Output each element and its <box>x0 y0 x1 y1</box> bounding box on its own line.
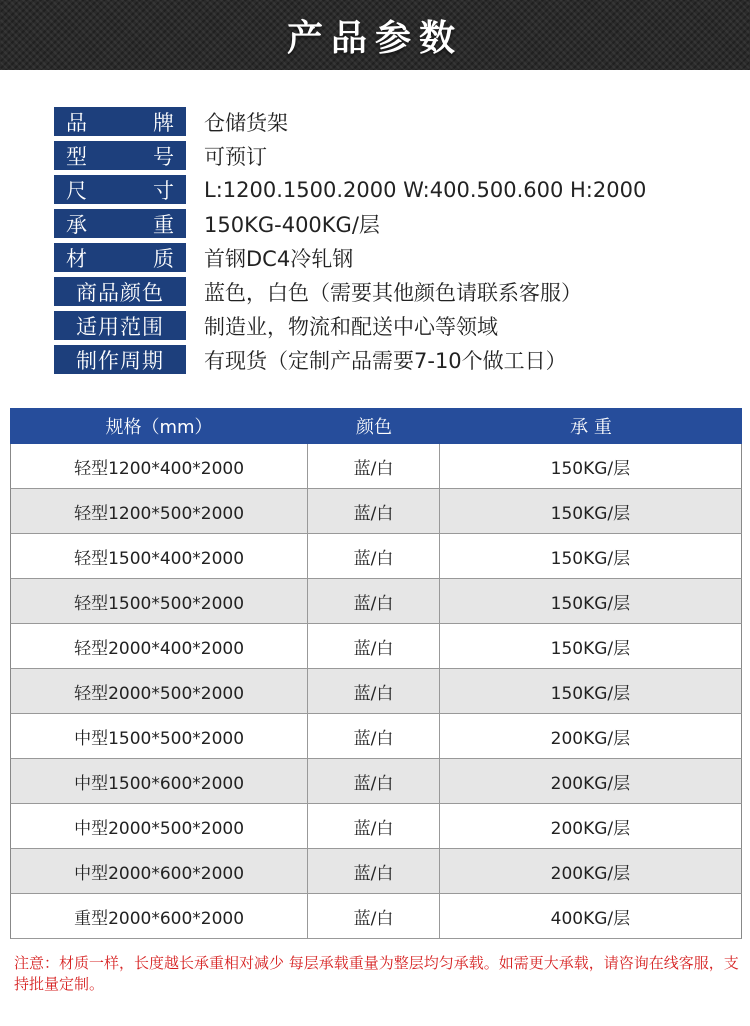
spec-label-text: 质 <box>153 246 174 271</box>
spec-value: 仓储货架 <box>204 111 288 135</box>
cell-load: 200KG/层 <box>550 773 631 794</box>
table-row <box>10 624 742 669</box>
cell-color: 蓝/白 <box>308 579 440 623</box>
table-body <box>10 444 742 939</box>
spec-label-text: 重 <box>153 212 174 237</box>
spec-label-text: 材 <box>66 246 87 271</box>
spec-value: 可预订 <box>204 145 267 169</box>
spec-label <box>54 243 186 273</box>
spec-row <box>54 207 734 241</box>
cell-color: 蓝/白 <box>308 624 440 668</box>
cell-load: 150KG/层 <box>550 683 631 704</box>
cell-color: 蓝/白 <box>308 534 440 578</box>
cell-load: 200KG/层 <box>550 818 631 839</box>
spec-label-text: 承 <box>66 212 87 237</box>
cell-spec: 重型2000*600*2000 <box>11 894 308 938</box>
cell-spec: 轻型1200*400*2000 <box>11 444 308 488</box>
spec-value: 制造业，物流和配送中心等领域 <box>204 315 498 339</box>
spec-label <box>54 209 186 239</box>
cell-load: 150KG/层 <box>550 503 631 524</box>
cell-spec: 中型1500*500*2000 <box>11 714 308 758</box>
spec-label-text: 制作周期 <box>76 348 164 373</box>
spec-label <box>54 107 186 137</box>
cell-color: 蓝/白 <box>308 894 440 938</box>
cell-spec: 轻型1500*400*2000 <box>11 534 308 578</box>
column-header-color: 颜色 <box>356 417 392 438</box>
cell-spec: 轻型1500*500*2000 <box>11 579 308 623</box>
table-row <box>10 714 742 759</box>
table-header <box>10 408 742 444</box>
spec-value: L:1200.1500.2000 W:400.500.600 H:2000 <box>204 178 647 202</box>
spec-value: 有现货（定制产品需要7-10个做工日） <box>204 349 567 373</box>
column-header-spec: 规格（mm） <box>105 417 213 438</box>
spec-label-text: 牌 <box>153 110 174 135</box>
table-row <box>10 669 742 714</box>
spec-label <box>54 277 186 307</box>
spec-label <box>54 345 186 375</box>
cell-load: 400KG/层 <box>550 908 631 929</box>
column-header-load: 承 重 <box>570 417 612 438</box>
spec-table <box>10 408 742 939</box>
cell-color: 蓝/白 <box>308 759 440 803</box>
spec-value: 蓝色，白色（需要其他颜色请联系客服） <box>204 281 582 305</box>
spec-list <box>54 105 734 377</box>
cell-color: 蓝/白 <box>308 669 440 713</box>
spec-row <box>54 173 734 207</box>
spec-row <box>54 309 734 343</box>
table-row <box>10 489 742 534</box>
table-row <box>10 759 742 804</box>
cell-load: 150KG/层 <box>550 458 631 479</box>
table-row <box>10 579 742 624</box>
cell-spec: 轻型1200*500*2000 <box>11 489 308 533</box>
spec-row <box>54 105 734 139</box>
spec-label-text: 型 <box>66 144 87 169</box>
cell-spec: 中型2000*500*2000 <box>11 804 308 848</box>
page-title: 产品参数 <box>286 17 463 59</box>
cell-color: 蓝/白 <box>308 444 440 488</box>
cell-spec: 中型2000*600*2000 <box>11 849 308 893</box>
cell-color: 蓝/白 <box>308 804 440 848</box>
cell-color: 蓝/白 <box>308 489 440 533</box>
spec-label-text: 品 <box>66 110 87 135</box>
spec-value: 150KG-400KG/层 <box>204 213 380 237</box>
spec-value: 首钢DC4冷轧钢 <box>204 247 354 271</box>
spec-label-text: 尺 <box>66 178 87 203</box>
spec-label-text: 寸 <box>153 178 174 203</box>
cell-spec: 中型1500*600*2000 <box>11 759 308 803</box>
table-row <box>10 894 742 939</box>
spec-row <box>54 139 734 173</box>
table-row <box>10 534 742 579</box>
spec-label-text: 号 <box>153 144 174 169</box>
spec-label <box>54 175 186 205</box>
spec-label-text: 适用范围 <box>76 314 164 339</box>
table-row <box>10 444 742 489</box>
cell-load: 150KG/层 <box>550 638 631 659</box>
page-header <box>0 0 750 70</box>
spec-label-text: 商品颜色 <box>76 280 164 305</box>
spec-label <box>54 311 186 341</box>
cell-spec: 轻型2000*500*2000 <box>11 669 308 713</box>
spec-row <box>54 241 734 275</box>
table-row <box>10 804 742 849</box>
spec-label <box>54 141 186 171</box>
cell-load: 200KG/层 <box>550 728 631 749</box>
spec-row <box>54 343 734 377</box>
cell-load: 150KG/层 <box>550 548 631 569</box>
cell-load: 150KG/层 <box>550 593 631 614</box>
spec-row <box>54 275 734 309</box>
cell-color: 蓝/白 <box>308 849 440 893</box>
notice-text: 注意：材质一样，长度越长承重相对减少 每层承载重量为整层均匀承载。如需更大承载，请咨询在线客服，支持批量定制。 <box>14 954 739 993</box>
cell-load: 200KG/层 <box>550 863 631 884</box>
table-row <box>10 849 742 894</box>
cell-spec: 轻型2000*400*2000 <box>11 624 308 668</box>
cell-color: 蓝/白 <box>308 714 440 758</box>
